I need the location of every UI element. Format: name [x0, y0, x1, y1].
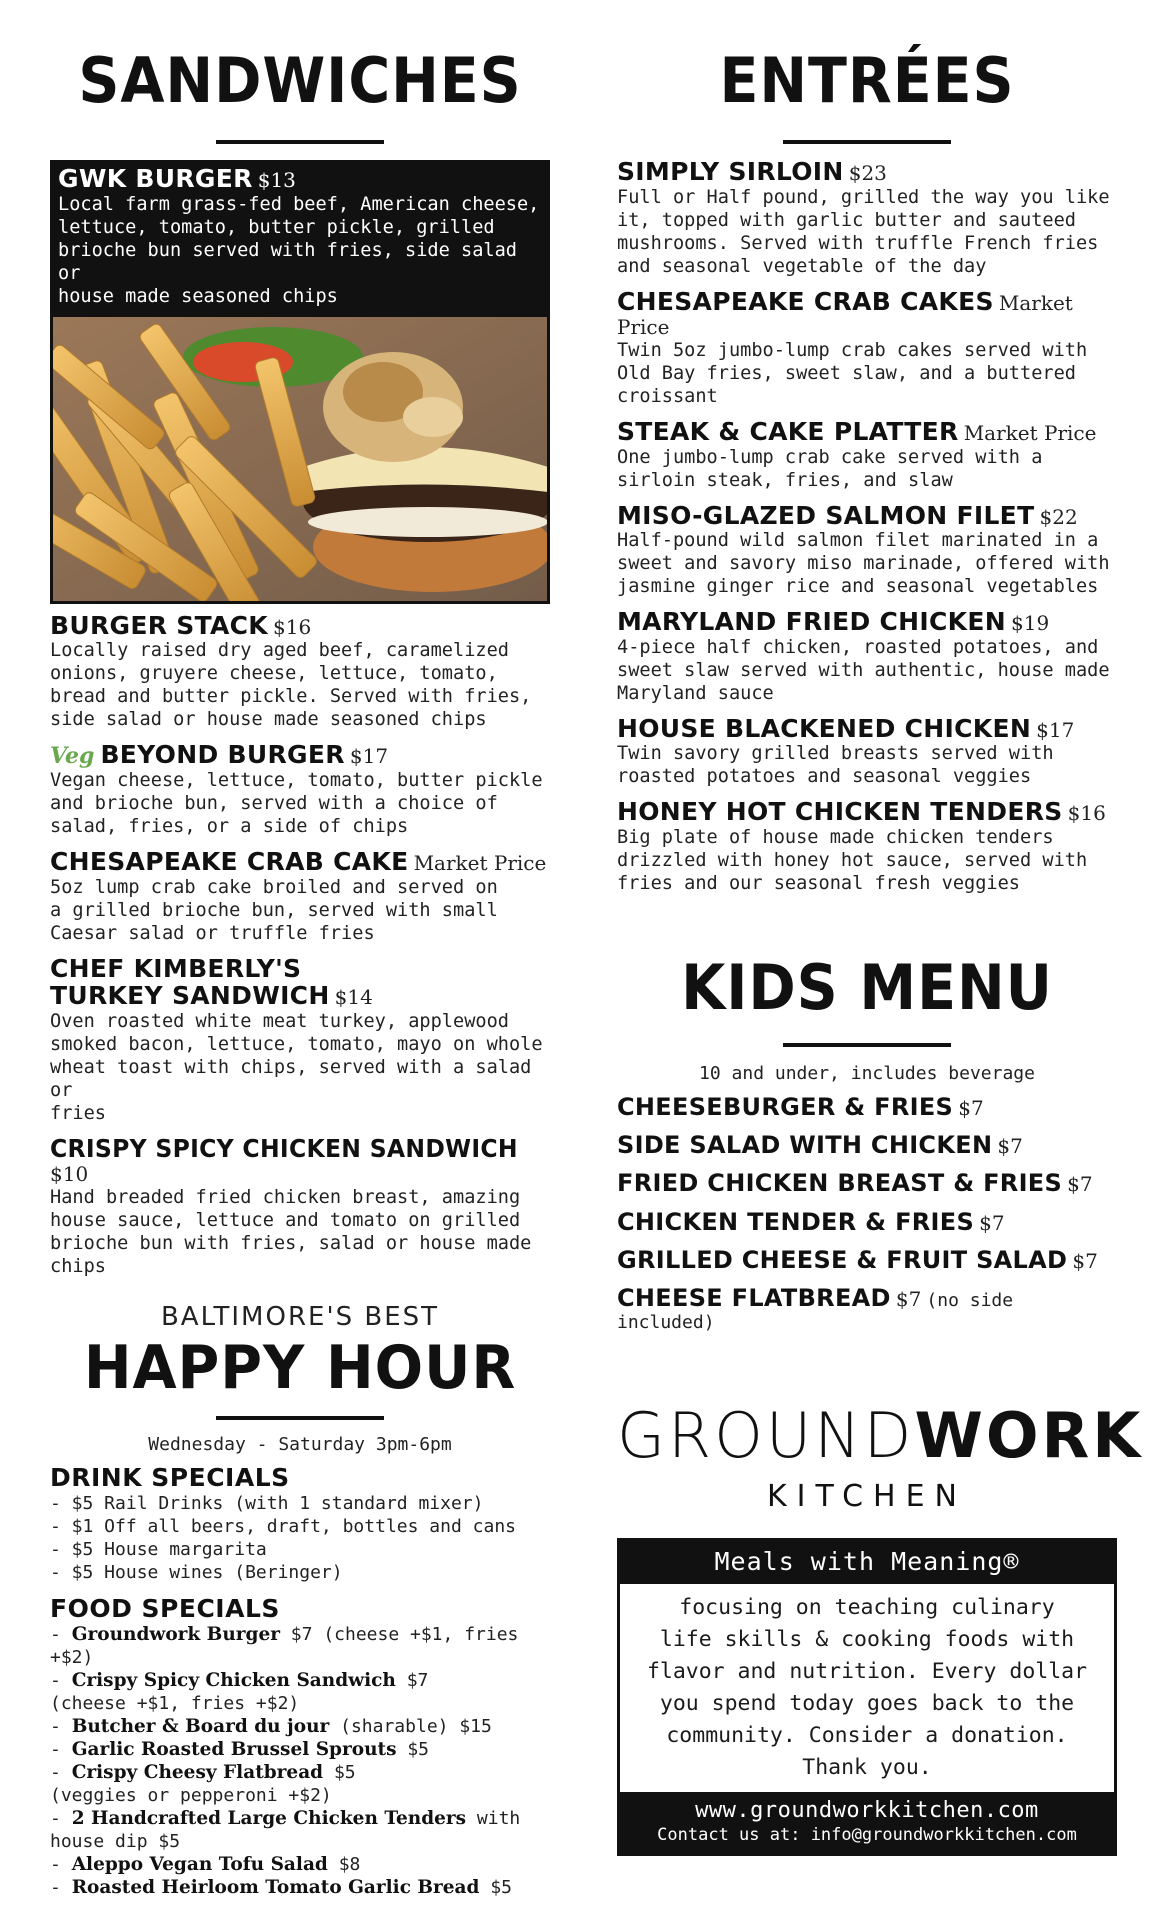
kids-item	[617, 1132, 1117, 1158]
logo-light-text: GROUND	[617, 1398, 915, 1472]
item-name: SIMPLY SIRLOIN	[617, 157, 844, 186]
item-desc: Twin 5oz jumbo-lump crab cakes served with Old Bay fries, sweet slaw, and a buttered croissant	[617, 340, 1088, 407]
menu-item-maryland-fried-chicken	[617, 608, 1117, 705]
burger-fries-photo	[50, 314, 550, 604]
menu-item-salmon-filet	[617, 502, 1117, 599]
list-item: - Aleppo Vegan Tofu Salad $8	[50, 1854, 361, 1875]
groundwork-logo	[617, 1398, 1144, 1472]
entrees-title: ENTRÉES	[719, 44, 1015, 117]
item-name: CHICKEN TENDER & FRIES	[617, 1207, 975, 1236]
menu-item-beyond-burger	[50, 741, 550, 838]
item-name: FRIED CHICKEN BREAST & FRIES	[617, 1169, 1063, 1198]
item-name: GRILLED CHEESE & FRUIT SALAD	[617, 1246, 1068, 1275]
contact-email[interactable]: Contact us at: info@groundworkkitchen.com	[657, 1824, 1077, 1845]
item-price: $7	[958, 1095, 984, 1120]
item-name: GWK BURGER	[58, 164, 253, 193]
list-item: - Crispy Cheesy Flatbread $5	[50, 1762, 356, 1783]
menu-item-turkey-sandwich	[50, 955, 550, 1125]
happy-hour-times: Wednesday - Saturday 3pm-6pm	[148, 1434, 452, 1455]
item-price: Market Price	[963, 421, 1097, 445]
menu-item-blackened-chicken	[617, 715, 1117, 789]
item-price: Market Price	[413, 851, 547, 875]
menu-item-burger-stack	[50, 612, 550, 732]
item-name: CHEESEBURGER & FRIES	[617, 1092, 954, 1121]
item-price: $23	[848, 161, 887, 185]
item-price: $17	[349, 744, 389, 768]
item-price: $22	[1039, 504, 1078, 529]
item-name: MISO-GLAZED SALMON FILET	[617, 500, 1035, 530]
burger-fries-image	[53, 317, 550, 604]
mission-text: focusing on teaching culinary life skills & cooking foods with flavor and nutrition. Every dollar you spend today goes back to the community. Consider a donation. Thank you.	[646, 1594, 1088, 1780]
item-price: $17	[1036, 717, 1075, 742]
item-price: $7	[1072, 1249, 1098, 1274]
item-price: $16	[273, 614, 312, 639]
item-desc: Locally raised dry aged beef, caramelized onions, gruyere cheese, lettuce, tomato, bread and butter pickle. Served with fries, side salad or house made seasoned chips	[50, 640, 532, 730]
item-name: CHESAPEAKE CRAB CAKES	[617, 286, 994, 316]
item-price: $13	[257, 168, 296, 192]
item-desc: Hand breaded fried chicken breast, amazing house sauce, lettuce and tomato on grilled brioche bun with fries, salad or house made chips	[50, 1187, 532, 1277]
item-desc: Oven roasted white meat turkey, applewood smoked bacon, lettuce, tomato, mayo on whole wheat toast with chips, served with a salad or fries	[50, 1010, 543, 1124]
menu-item-crab-cake-sandwich	[50, 848, 550, 945]
item-name: HOUSE BLACKENED CHICKEN	[617, 713, 1032, 743]
contact-footer	[620, 1792, 1114, 1853]
item-desc: Full or Half pound, grilled the way you like it, topped with garlic butter and sauteed mushrooms. Served with truffle French fries and seasonal vegetable of the day	[617, 186, 1110, 277]
list-item: (cheese +$1, fries +$2)	[50, 1693, 300, 1714]
item-name: CHESAPEAKE CRAB CAKE	[50, 847, 409, 876]
kids-item	[617, 1247, 1117, 1273]
item-note: (no side included)	[617, 1290, 1014, 1333]
sandwiches-title: SANDWICHES	[78, 44, 522, 117]
happy-hour-title: HAPPY HOUR	[83, 1333, 517, 1403]
item-price: $7	[895, 1287, 922, 1312]
menu-item-chicken-tenders	[617, 798, 1117, 895]
item-name: BEYOND BURGER	[100, 740, 345, 769]
list-item: - $5 House wines (Beringer)	[50, 1562, 343, 1583]
list-item: - Garlic Roasted Brussel Sprouts $5	[50, 1739, 430, 1760]
list-item: - $1 Off all beers, draft, bottles and cans	[50, 1516, 516, 1537]
item-desc: One jumbo-lump crab cake served with a sirloin steak, fries, and slaw	[617, 446, 1043, 491]
item-name: BURGER STACK	[50, 610, 268, 640]
kids-menu-note: 10 and under, includes beverage	[699, 1062, 1035, 1084]
list-item: - Butcher & Board du jour (sharable) $15	[50, 1716, 492, 1737]
mission-box	[617, 1538, 1117, 1856]
item-price: $14	[334, 985, 373, 1009]
food-specials-list	[50, 1623, 550, 1899]
list-item: - 2 Handcrafted Large Chicken Tenders with	[50, 1808, 521, 1829]
item-price: $10	[50, 1162, 89, 1186]
item-name: CRISPY SPICY CHICKEN SANDWICH	[50, 1133, 518, 1163]
featured-burger-box	[50, 160, 550, 314]
kids-item	[617, 1209, 1117, 1235]
item-price: Market Price	[617, 290, 1073, 339]
menu-item-spicy-chicken-sandwich	[50, 1135, 550, 1279]
item-desc: Half-pound wild salmon filet marinated in a sweet and savory miso marinade, offered with jasmine ginger rice and seasonal vegetables	[617, 530, 1110, 597]
kids-menu-title: KIDS MENU	[681, 950, 1053, 1024]
drink-specials-heading: DRINK SPECIALS	[50, 1463, 290, 1492]
item-desc: Big plate of house made chicken tenders drizzled with honey hot sauce, served with fries and our seasonal fresh veggies	[617, 826, 1088, 894]
item-price: $7	[979, 1210, 1005, 1235]
list-item: - $5 Rail Drinks (with 1 standard mixer)	[50, 1493, 484, 1514]
item-price: $7	[997, 1133, 1023, 1158]
list-item: - Crispy Spicy Chicken Sandwich $7	[50, 1670, 429, 1691]
item-name-line1: CHEF KIMBERLY'S	[50, 953, 302, 983]
item-desc: Twin savory grilled breasts served with roasted potatoes and seasonal veggies	[617, 743, 1054, 787]
kids-item	[617, 1094, 1117, 1120]
item-name: MARYLAND FRIED CHICKEN	[617, 607, 1006, 636]
item-name: SIDE SALAD WITH CHICKEN	[617, 1130, 993, 1159]
kids-item	[617, 1170, 1117, 1196]
list-item: - Roasted Heirloom Tomato Garlic Bread $5	[50, 1877, 512, 1898]
drink-specials-list	[50, 1492, 550, 1584]
food-specials-heading: FOOD SPECIALS	[50, 1594, 280, 1623]
menu-item-steak-cake-platter	[617, 418, 1117, 492]
website-link[interactable]: www.groundworkkitchen.com	[695, 1797, 1039, 1823]
list-item: (veggies or pepperoni +$2)	[50, 1785, 332, 1806]
item-name: CHEESE FLATBREAD	[617, 1284, 891, 1313]
item-price: $19	[1011, 611, 1050, 635]
item-desc: 5oz lump crab cake broiled and served on a grilled brioche bun, served with small Caesar salad or truffle fries	[50, 876, 498, 944]
veg-badge: Veg	[50, 743, 95, 769]
item-desc: Local farm grass-fed beef, American cheese, lettuce, tomato, butter pickle, grilled brioche bun served with fries, side salad or house made seasoned chips	[58, 193, 540, 307]
item-desc: Vegan cheese, lettuce, tomato, butter pickle and brioche bun, served with a choice of salad, fries, or a side of chips	[50, 770, 543, 837]
item-name: TURKEY SANDWICH	[50, 981, 330, 1010]
mission-tagline: Meals with Meaning®	[620, 1541, 1114, 1584]
item-price: $7	[1067, 1172, 1093, 1197]
logo-subtitle: KITCHEN	[767, 1478, 967, 1514]
left-column	[50, 0, 550, 1899]
kids-item	[617, 1285, 1117, 1332]
menu-item-crab-cakes	[617, 288, 1117, 409]
list-item: - $5 House margarita	[50, 1539, 267, 1560]
right-column	[617, 0, 1144, 1856]
menu-item-simply-sirloin	[617, 158, 1117, 278]
item-price: $16	[1067, 801, 1106, 825]
list-item: - Groundwork Burger $7 (cheese +$1, fries +$2)	[50, 1624, 519, 1668]
item-desc: 4-piece half chicken, roasted potatoes, and sweet slaw served with authentic, house made Maryland sauce	[617, 636, 1110, 704]
item-name: HONEY HOT CHICKEN TENDERS	[617, 797, 1063, 826]
list-item: house dip $5	[50, 1831, 181, 1852]
item-name: STEAK & CAKE PLATTER	[617, 417, 959, 446]
happy-hour-kicker: BALTIMORE'S BEST	[160, 1302, 440, 1332]
logo-bold-text: WORK	[914, 1398, 1144, 1472]
